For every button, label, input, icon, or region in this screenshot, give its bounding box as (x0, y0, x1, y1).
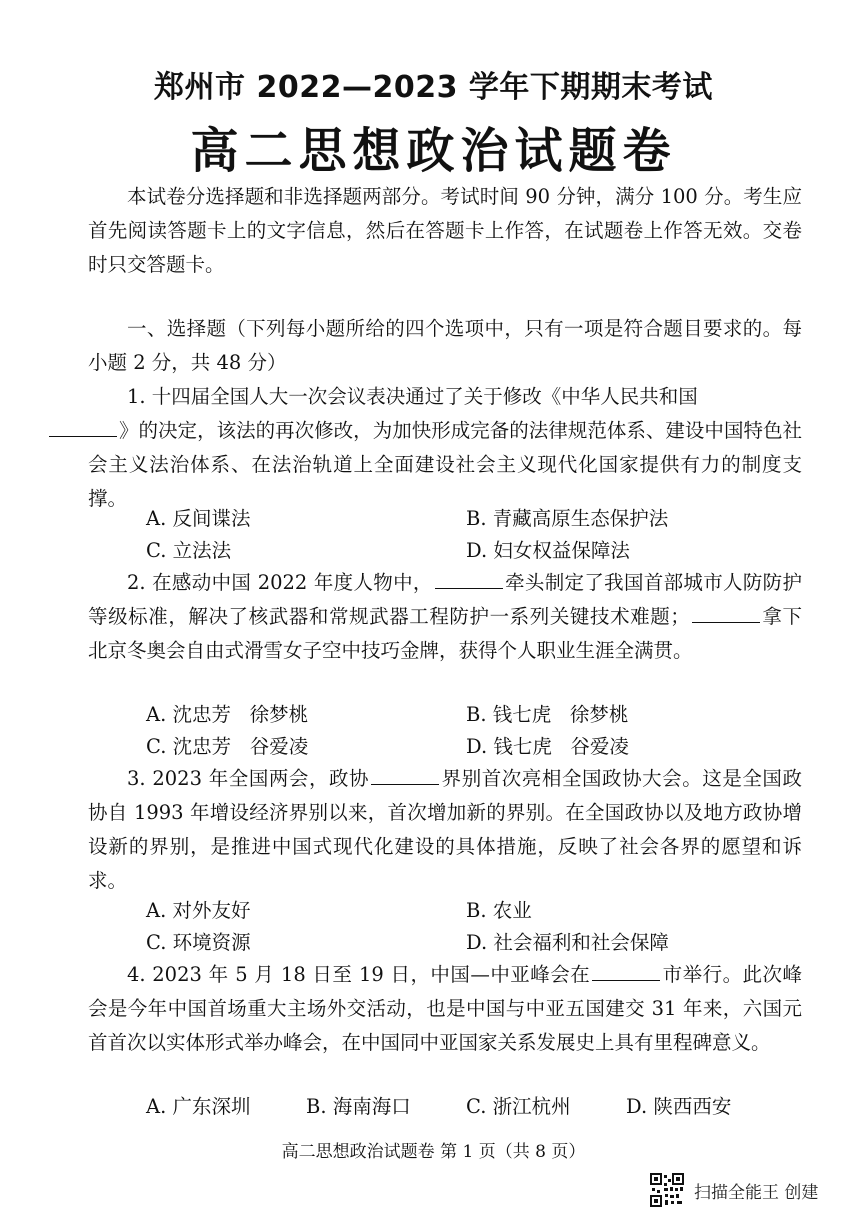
answer-blank (435, 570, 503, 589)
answer-blank (592, 962, 660, 981)
question-2-stem-part-c: 拿下北京冬奥会自由式滑雪女子空中技巧金牌，获得个人职业生涯全满贯。 (88, 605, 802, 662)
question-1-stem-part-a: 1. 十四届全国人大一次会议表决通过了关于修改《中华人民共和国 (127, 385, 698, 408)
exam-name: 郑州市 2022—2023 学年下期期末考试 (154, 70, 713, 105)
question-3-option-b: B. 农业 (466, 899, 532, 922)
answer-blank (692, 604, 760, 623)
question-1-option-d: D. 妇女权益保障法 (466, 539, 630, 562)
question-3-stem-part-a: 3. 2023 年全国两会，政协 (127, 767, 370, 790)
question-1-option-b: B. 青藏高原生态保护法 (466, 507, 669, 530)
question-1-options (146, 503, 786, 567)
question-3-stem-part-b: 界别首次亮相全国政协大会。这是全国政协自 1993 年增设经济界别以来，首次增加新的界别。在全国政协以及地方政协增设新的界别，是推进中国式现代化建设的具体措施，反映了社会各界的愿望和诉求。 (88, 767, 802, 892)
instructions: 本试卷分选择题和非选择题两部分。考试时间 90 分钟，满分 100 分。考生应首先阅读答题卡上的文字信息，然后在答题卡上作答，在试题卷上作答无效。交卷时只交答题卡。 (88, 185, 802, 276)
question-3-option-a: A. 对外友好 (146, 899, 251, 922)
answer-blank (49, 418, 117, 437)
question-2-stem (88, 566, 802, 668)
question-4-option-d: D. 陕西西安 (626, 1095, 732, 1118)
qr-code-icon (650, 1173, 684, 1207)
question-1-stem-part-b: 》的决定，该法的再次修改，为加快形成完备的法律规范体系、建设中国特色社会主义法治体系、在法治轨道上全面建设社会主义现代化国家提供有力的制度支撑。 (88, 419, 802, 510)
question-2-option-d: D. 钱七虎 谷爱凌 (466, 735, 629, 758)
answer-blank (371, 766, 439, 785)
question-4-option-c: C. 浙江杭州 (466, 1095, 571, 1118)
question-4-stem (88, 958, 802, 1060)
page-footer: 高二思想政治试题卷 第 1 页（共 8 页） (281, 1142, 586, 1162)
question-2-option-a: A. 沈忠芳 徐梦桃 (146, 703, 309, 726)
question-1-option-c: C. 立法法 (146, 539, 232, 562)
question-2-stem-part-a: 2. 在感动中国 2022 年度人物中， (127, 571, 433, 594)
question-3-option-c: C. 环境资源 (146, 931, 251, 954)
question-1-stem (88, 380, 802, 516)
question-4-stem-part-b: 市举行。此次峰会是今年中国首场重大主场外交活动，也是中国与中亚五国建交 31 年来，六国元首首次以实体形式举办峰会，在中国同中亚国家关系发展史上具有里程碑意义。 (88, 963, 802, 1054)
question-2-option-c: C. 沈忠芳 谷爱凌 (146, 735, 309, 758)
question-4-option-b: B. 海南海口 (306, 1095, 411, 1118)
question-4-options (146, 1091, 786, 1123)
question-4-stem-part-a: 4. 2023 年 5 月 18 日至 19 日，中国—中亚峰会在 (127, 963, 591, 986)
question-2-options (146, 699, 786, 763)
scanner-watermark-text: 扫描全能王 创建 (694, 1182, 819, 1203)
paper-title: 高二思想政治试题卷 (190, 123, 677, 179)
section-heading: 一、选择题（下列每小题所给的四个选项中，只有一项是符合题目要求的。每小题 2 分，共 48 分） (88, 317, 802, 374)
question-2-option-b: B. 钱七虎 徐梦桃 (466, 703, 629, 726)
question-3-option-d: D. 社会福利和社会保障 (466, 931, 669, 954)
question-4-option-a: A. 广东深圳 (146, 1095, 251, 1118)
question-1-option-a: A. 反间谍法 (146, 507, 251, 530)
question-3-stem (88, 762, 802, 898)
scanner-watermark (650, 1172, 818, 1208)
question-2-stem-part-b: 牵头制定了我国首部城市人防防护等级标准，解决了核武器和常规武器工程防护一系列关键技术难题； (88, 571, 802, 628)
question-3-options (146, 895, 786, 959)
